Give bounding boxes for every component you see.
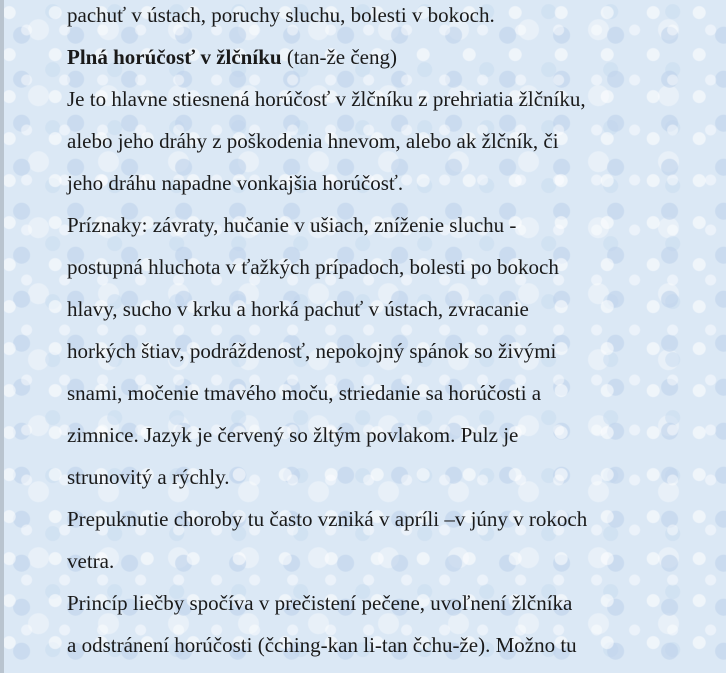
text-line: strunovitý a rýchly. — [67, 465, 230, 489]
text-line: hlavy, sucho v krku a horká pachuť v ústach, zvracanie — [67, 297, 529, 321]
text-line: Princíp liečby spočíva v prečistení pečene, uvoľnení žlčníka — [67, 591, 573, 615]
text-line: postupná hluchota v ťažkých prípadoch, bolesti po bokoch — [67, 255, 559, 279]
text-line: Je to hlavne stiesnená horúčosť v žlčníku z prehriatia žlčníku, — [67, 87, 586, 111]
text-line: snami, močenie tmavého moču, striedanie sa horúčosti a — [67, 381, 542, 405]
text-line: vetra. — [67, 549, 115, 573]
text-line: pachuť v ústach, poruchy sluchu, bolesti v bokoch. — [67, 3, 495, 27]
text-line: zimnice. Jazyk je červený so žltým povlakom. Pulz je — [67, 423, 519, 447]
text-line: alebo jeho dráhy z poškodenia hnevom, alebo ak žlčník, či — [67, 129, 559, 153]
text-line: Prepuknutie choroby tu často vzniká v apríli –v júny v rokoch — [67, 507, 588, 531]
section-heading-bold: Plná horúčosť v žlčníku — [67, 45, 282, 69]
text-line: jeho dráhu napadne vonkajšia horúčosť. — [67, 171, 404, 195]
section-heading-pinyin: (tan-že čeng) — [281, 45, 397, 69]
document-body — [67, 0, 707, 666]
page-left-border — [0, 0, 4, 673]
section-heading — [67, 36, 707, 78]
text-line: horkých štiav, podráždenosť, nepokojný spánok so živými — [67, 339, 557, 363]
text-line: a odstránení horúčosti (čching-kan li-tan čchu-že). Možno tu — [67, 633, 577, 657]
text-line: Príznaky: závraty, hučanie v ušiach, zníženie sluchu - — [67, 213, 517, 237]
